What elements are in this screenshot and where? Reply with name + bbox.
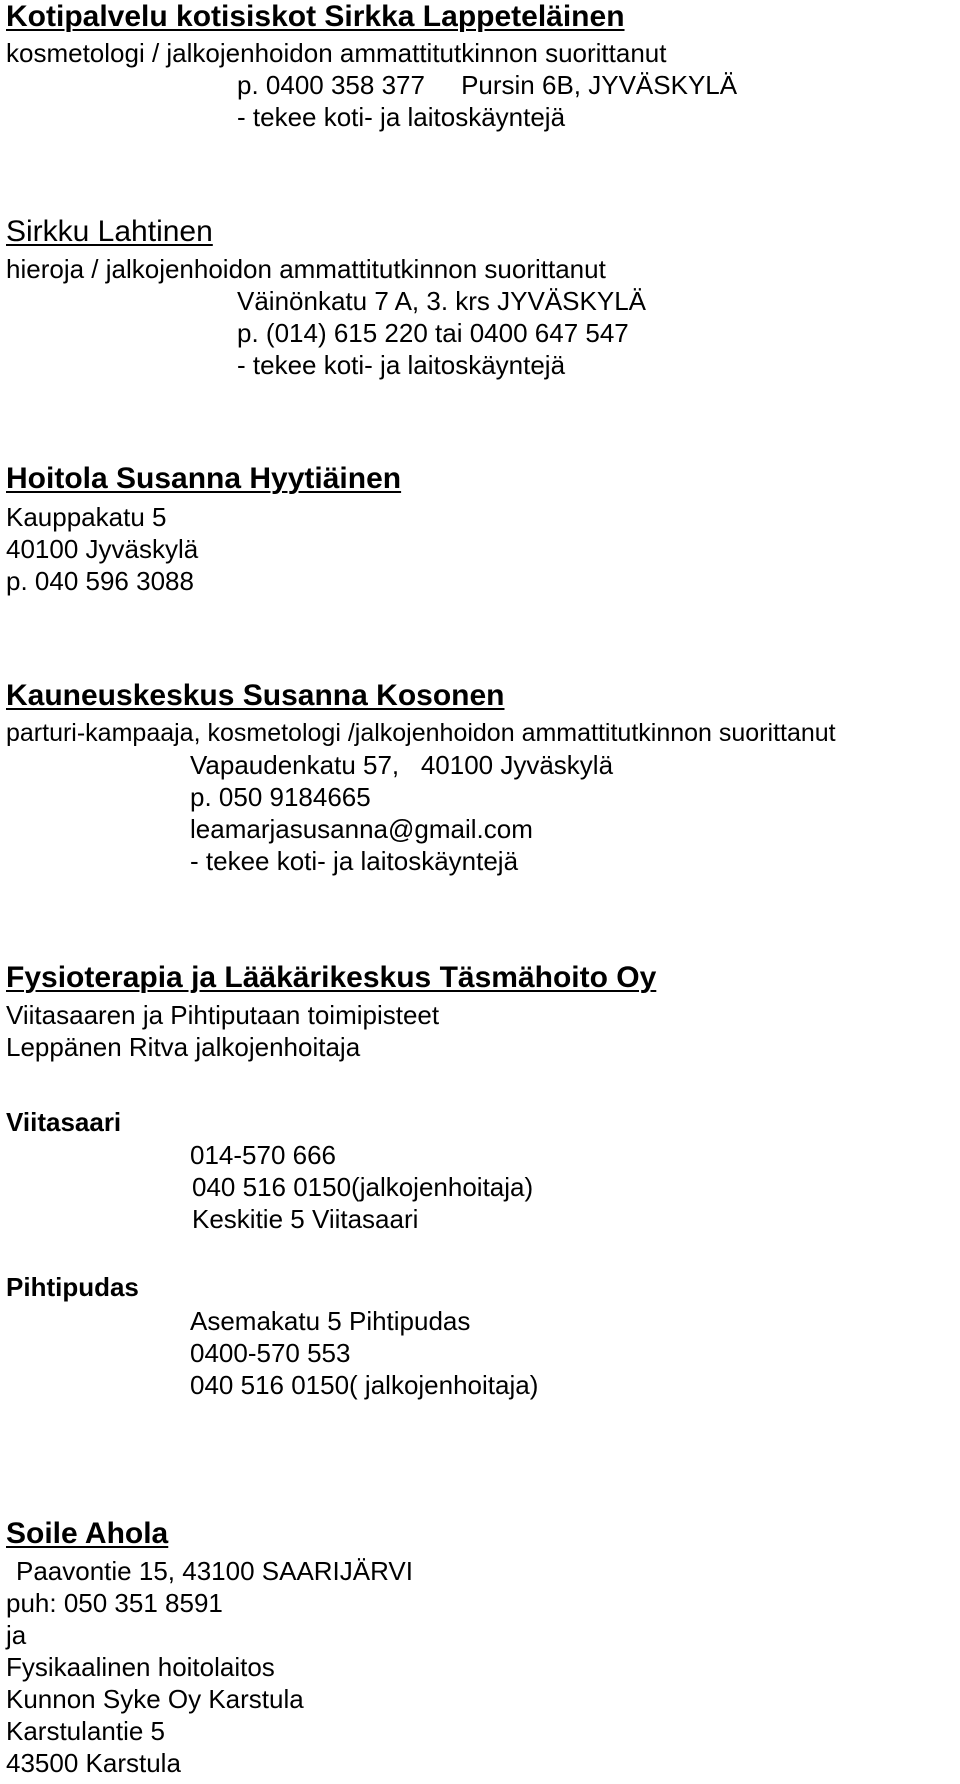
location-line: 0400-570 553 bbox=[190, 1338, 351, 1368]
entry-title: Sirkku Lahtinen bbox=[6, 215, 213, 248]
location-label-viitasaari: Viitasaari bbox=[6, 1107, 122, 1137]
entry-line: Leppänen Ritva jalkojenhoitaja bbox=[6, 1032, 361, 1062]
entry-line: p. 050 9184665 bbox=[190, 782, 371, 812]
entry-line: 43500 Karstula bbox=[6, 1748, 181, 1778]
entry-line: leamarjasusanna@gmail.com bbox=[190, 814, 533, 844]
entry-line: p. (014) 615 220 tai 0400 647 547 bbox=[237, 318, 629, 348]
entry-line: Paavontie 15, 43100 SAARIJÄRVI bbox=[16, 1556, 413, 1586]
location-line: 040 516 0150( jalkojenhoitaja) bbox=[190, 1370, 539, 1400]
entry-line: hieroja / jalkojenhoidon ammattitutkinnon suorittanut bbox=[6, 254, 606, 284]
location-line: Asemakatu 5 Pihtipudas bbox=[190, 1306, 471, 1336]
entry-line: p. 040 596 3088 bbox=[6, 566, 194, 596]
location-line: Keskitie 5 Viitasaari bbox=[192, 1204, 419, 1234]
entry-line: puh: 050 351 8591 bbox=[6, 1588, 223, 1618]
entry-line: ja bbox=[6, 1620, 27, 1650]
entry-line: kosmetologi / jalkojenhoidon ammattitutkinnon suorittanut bbox=[6, 38, 667, 68]
entry-line: Karstulantie 5 bbox=[6, 1716, 165, 1746]
entry-line: - tekee koti- ja laitoskäyntejä bbox=[190, 846, 519, 876]
location-label-pihtipudas: Pihtipudas bbox=[6, 1272, 139, 1302]
entry-line: Väinönkatu 7 A, 3. krs JYVÄSKYLÄ bbox=[237, 286, 647, 316]
entry-line: - tekee koti- ja laitoskäyntejä bbox=[237, 350, 566, 380]
entry-line: Kauppakatu 5 bbox=[6, 502, 167, 532]
entry-line: 40100 Jyväskylä bbox=[6, 534, 199, 564]
entry-line: - tekee koti- ja laitoskäyntejä bbox=[237, 102, 566, 132]
entry-line: parturi-kampaaja, kosmetologi /jalkojenhoidon ammattitutkinnon suorittanut bbox=[6, 719, 836, 747]
entry-line: Viitasaaren ja Pihtiputaan toimipisteet bbox=[6, 1000, 440, 1030]
entry-title: Kotipalvelu kotisiskot Sirkka Lappeteläinen bbox=[6, 0, 625, 33]
entry-line: Fysikaalinen hoitolaitos bbox=[6, 1652, 275, 1682]
location-line: 014-570 666 bbox=[190, 1140, 337, 1170]
entry-line: p. 0400 358 377 Pursin 6B, JYVÄSKYLÄ bbox=[237, 70, 738, 100]
location-line: 040 516 0150(jalkojenhoitaja) bbox=[192, 1172, 534, 1202]
entry-line: Vapaudenkatu 57, 40100 Jyväskylä bbox=[190, 750, 614, 780]
entry-title: Hoitola Susanna Hyytiäinen bbox=[6, 462, 402, 495]
entry-title: Kauneuskeskus Susanna Kosonen bbox=[6, 679, 505, 712]
entry-line: Kunnon Syke Oy Karstula bbox=[6, 1684, 304, 1714]
entry-title: Soile Ahola bbox=[6, 1517, 169, 1550]
entry-title: Fysioterapia ja Lääkärikeskus Täsmähoito Oy bbox=[6, 961, 657, 994]
